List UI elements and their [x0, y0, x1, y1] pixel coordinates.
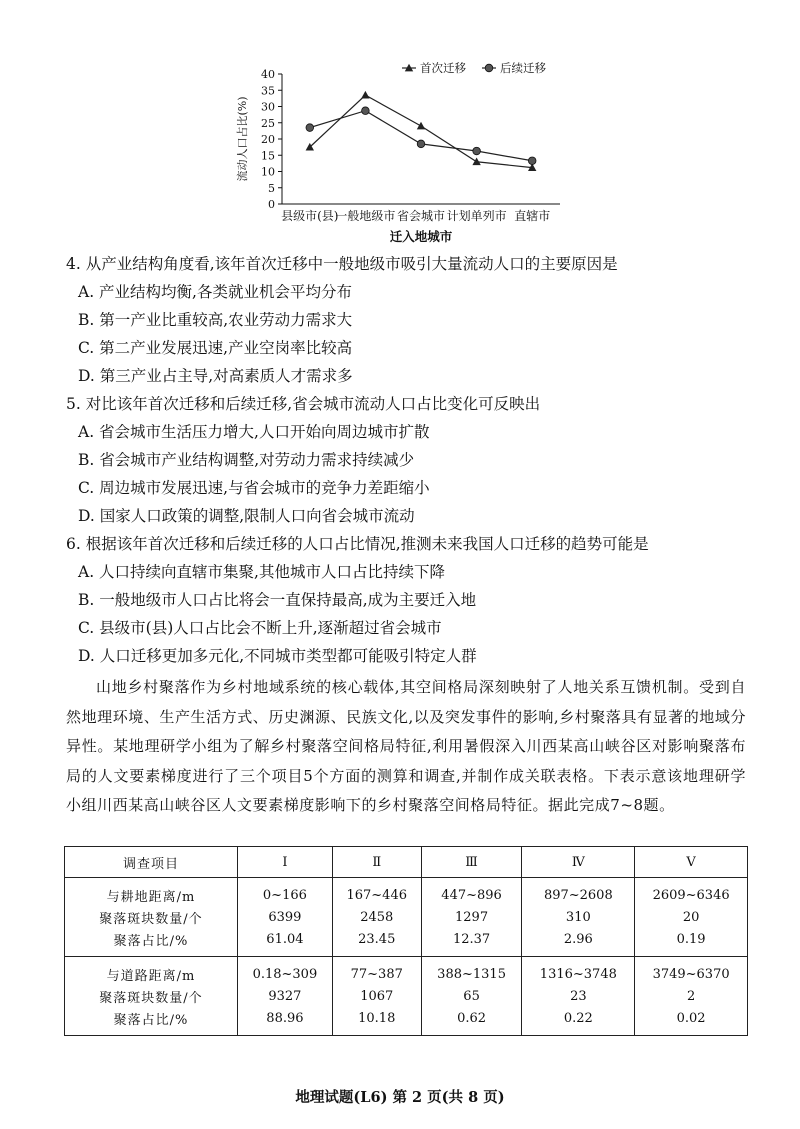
question-5-option-b: B. 省会城市产业结构调整,对劳动力需求持续减少: [78, 451, 415, 469]
table-cell: 77~387: [332, 957, 421, 986]
passage-text: 山地乡村聚落作为乡村地域系统的核心载体,其空间格局深刻映射了人地关系互馈机制。受到自然地理环境、生产生活方式、历史渊源、民族文化,以及突发事件的影响,乡村聚落具有显著的地域分异性。某地理研学小组为了解乡村聚落空间格局特征,利用暑假深入川西某高山峡谷区对影响聚落布局的人文要素梯度进行了三个项目5个方面的测算和调查,并制作成关联表格。下表示意该地理研学小组川西某高山峡谷区人文要素梯度影响下的乡村聚落空间格局特征。据此完成7~8题。: [66, 678, 746, 815]
table-header-cell: 调查项目: [65, 847, 238, 878]
y-tick-label: 35: [261, 84, 275, 98]
table-row: [65, 878, 748, 907]
y-tick-label: 30: [261, 100, 275, 114]
table-cell: 310: [522, 906, 635, 928]
table-header-cell: Ⅳ: [522, 847, 635, 878]
x-tick-label: 省会城市: [396, 209, 446, 223]
question-6-option-b: B. 一般地级市人口占比将会一直保持最高,成为主要迁入地: [78, 591, 477, 609]
table-cell: 6399: [238, 906, 333, 928]
table-cell: 0~166: [238, 878, 333, 907]
table-cell: 897~2608: [522, 878, 635, 907]
question-6-option-a: A. 人口持续向直辖市集聚,其他城市人口占比持续下降: [78, 563, 445, 581]
y-tick-label: 0: [268, 198, 275, 211]
table-cell: 447~896: [421, 878, 522, 907]
y-tick-label: 20: [261, 133, 275, 146]
question-4-option-d: D. 第三产业占主导,对高素质人才需求多: [78, 367, 353, 385]
settlement-table: [64, 846, 748, 1036]
table-cell: 聚落斑块数量/个: [99, 911, 203, 927]
legend-circle-marker: [485, 64, 493, 72]
table-cell: 10.18: [332, 1007, 421, 1036]
question-4-stem: 4. 从产业结构角度看,该年首次迁移中一般地级市吸引大量流动人口的主要原因是: [66, 255, 618, 273]
table-cell: 88.96: [238, 1007, 333, 1036]
question-6-stem: 6. 根据该年首次迁移和后续迁移的人口占比情况,推测未来我国人口迁移的趋势可能是: [66, 535, 649, 553]
subsequent-migration-point: [417, 140, 425, 148]
table-cell: 3749~6370: [635, 957, 748, 986]
question-6-option-c: C. 县级市(县)人口占比会不断上升,逐渐超过省会城市: [78, 619, 442, 637]
table-row: [65, 985, 748, 1007]
x-axis-title: 迁入地城市: [389, 229, 453, 244]
table-row: [65, 906, 748, 928]
y-tick-label: 25: [261, 116, 275, 130]
table-cell: 2609~6346: [635, 878, 748, 907]
table-cell: 0.18~309: [238, 957, 333, 986]
table-cell: 聚落占比/%: [113, 933, 189, 949]
subsequent-migration-point: [362, 107, 370, 115]
table-cell: 20: [635, 906, 748, 928]
y-axis-title: 流动人口占比(%): [236, 96, 249, 182]
first-migration-point: [417, 122, 425, 130]
table-header-row: [65, 847, 748, 878]
migration-line-chart: [230, 62, 570, 252]
table-cell: 聚落斑块数量/个: [99, 990, 203, 1006]
table-cell: 0.62: [421, 1007, 522, 1036]
table-cell: 聚落占比/%: [113, 1012, 189, 1028]
first-migration-point: [361, 91, 369, 99]
page-footer: 地理试题(L6) 第 2 页(共 8 页): [295, 1089, 505, 1106]
table-cell: 167~446: [332, 878, 421, 907]
question-6-option-d: D. 人口迁移更加多元化,不同城市类型都可能吸引特定人群: [78, 647, 477, 665]
first-migration-point: [472, 158, 480, 166]
y-tick-label: 10: [261, 165, 275, 179]
table-row: [65, 1007, 748, 1036]
reading-passage: [66, 673, 746, 821]
question-4-option-c: C. 第二产业发展迅速,产业空岗率比较高: [78, 339, 353, 357]
question-5-option-c: C. 周边城市发展迅速,与省会城市的竞争力差距缩小: [78, 479, 430, 497]
table-cell: 2458: [332, 906, 421, 928]
x-tick-label: 一般地级市: [335, 209, 396, 223]
table-cell: 与耕地距离/m: [106, 889, 196, 905]
table-cell: 12.37: [421, 928, 522, 957]
subsequent-migration-point: [528, 157, 536, 165]
table-cell: 23: [522, 985, 635, 1007]
table-cell: 0.02: [635, 1007, 748, 1036]
table-cell: 388~1315: [421, 957, 522, 986]
table-cell: 0.22: [522, 1007, 635, 1036]
series-first-migration-line: [310, 95, 532, 167]
x-tick-label: 计划单列市: [446, 209, 507, 223]
subsequent-migration-point: [306, 124, 314, 132]
table-cell: 65: [421, 985, 522, 1007]
question-5-option-d: D. 国家人口政策的调整,限制人口向省会城市流动: [78, 507, 415, 525]
y-tick-label: 15: [261, 149, 275, 163]
question-4-option-b: B. 第一产业比重较高,农业劳动力需求大: [78, 311, 353, 329]
table-cell: 2.96: [522, 928, 635, 957]
x-tick-label: 县级市(县): [281, 209, 339, 223]
question-5-stem: 5. 对比该年首次迁移和后续迁移,省会城市流动人口占比变化可反映出: [66, 395, 541, 413]
series-subsequent-migration-line: [310, 111, 532, 161]
table-cell: 0.19: [635, 928, 748, 957]
table-cell: 61.04: [238, 928, 333, 957]
table-row: [65, 957, 748, 986]
table-cell: 1297: [421, 906, 522, 928]
question-4-option-a: A. 产业结构均衡,各类就业机会平均分布: [78, 283, 352, 301]
subsequent-migration-point: [473, 147, 481, 155]
table-header-cell: Ⅲ: [421, 847, 522, 878]
table-cell: 23.45: [332, 928, 421, 957]
y-tick-label: 5: [268, 181, 275, 195]
x-tick-label: 直辖市: [514, 209, 551, 223]
table-header-cell: Ⅰ: [238, 847, 333, 878]
table-cell: 1316~3748: [522, 957, 635, 986]
table-header-cell: Ⅱ: [332, 847, 421, 878]
table-cell: 2: [635, 985, 748, 1007]
y-tick-label: 40: [261, 68, 275, 81]
table-cell: 9327: [238, 985, 333, 1007]
question-5-option-a: A. 省会城市生活压力增大,人口开始向周边城市扩散: [78, 423, 430, 441]
table-cell: 1067: [332, 985, 421, 1007]
table-row: [65, 928, 748, 957]
table-cell: 与道路距离/m: [65, 957, 238, 986]
table-header-cell: Ⅴ: [635, 847, 748, 878]
legend-label: 首次迁移: [420, 62, 466, 75]
legend-label: 后续迁移: [500, 62, 546, 75]
